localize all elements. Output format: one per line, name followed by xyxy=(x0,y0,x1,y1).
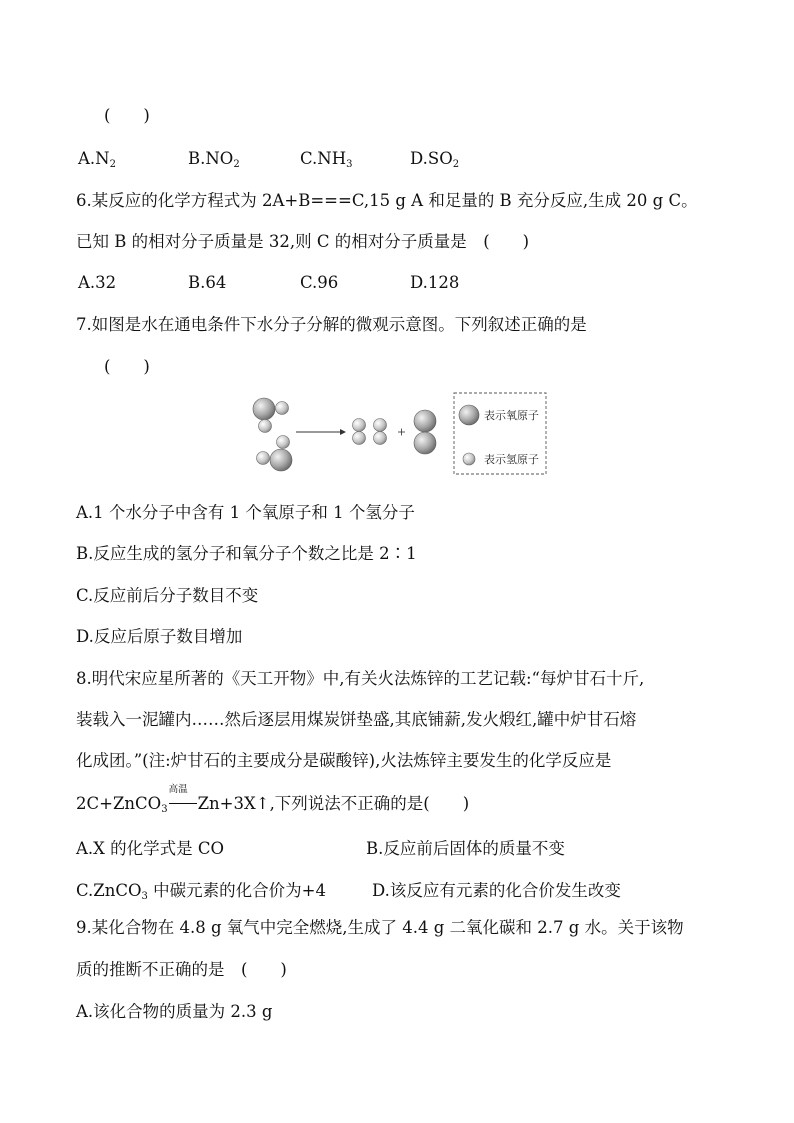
q7-option-c: C.反应前后分子数目不变 xyxy=(76,586,259,605)
q8-stem-line2: 装载入一泥罐内……然后逐层用煤炭饼垫盛,其底铺薪,发火煅红,罐中炉甘石熔 xyxy=(76,710,637,729)
q5-option-d: $D.SO_2$ xyxy=(410,149,460,170)
hydrogen-molecule-2 xyxy=(374,419,387,445)
oxygen-molecule xyxy=(414,410,436,454)
q7-option-b: B.反应生成的氢分子和氧分子个数之比是 2∶1 xyxy=(76,544,417,563)
legend-hydrogen-label: 表示氢原子 xyxy=(484,453,539,466)
q5-paren: ( ) xyxy=(104,106,150,125)
q6-stem-line1: 6.某反应的化学方程式为 2A+B===C,15 g A 和足量的 B 充分反应,生成 20 g C。 xyxy=(76,191,698,210)
q8-option-c: C.ZnCO$_3$ 中碳元素的化合价为+4 xyxy=(76,881,326,902)
q5-option-c: $C.NH_3$ xyxy=(300,149,353,170)
q8-stem-line1: 8.明代宋应星所著的《天工开物》中,有关火法炼锌的工艺记载:“每炉甘石十斤, xyxy=(76,669,645,688)
q9-option-a: A.该化合物的质量为 2.3 g xyxy=(76,1002,273,1021)
q7-option-a: A.1 个水分子中含有 1 个氧原子和 1 个氢分子 xyxy=(76,503,415,522)
q7-stem-line1: 7.如图是水在通电条件下水分子分解的微观示意图。下列叙述正确的是 xyxy=(76,315,587,334)
q6-option-b: B.64 xyxy=(188,273,227,292)
q6-stem-line2: 已知 B 的相对分子质量是 32,则 C 的相对分子质量是 ( ) xyxy=(76,232,530,251)
q6-option-d: D.128 xyxy=(410,273,460,292)
q5-option-b: $B.NO_2$ xyxy=(188,149,240,170)
legend-oxygen-label: 表示氧原子 xyxy=(484,409,539,422)
q9-stem-line2: 质的推断不正确的是 ( ) xyxy=(76,960,287,979)
water-molecule-2 xyxy=(257,436,293,472)
q5-option-a: $A.N_2$ xyxy=(78,149,116,170)
legend-oxygen-icon xyxy=(459,405,479,425)
legend-box xyxy=(454,393,546,474)
q8-equation: 2C+ZnCO$_3$ 高温 Zn+3X↑,下列说法不正确的是( ) xyxy=(76,794,469,814)
q6-option-c: C.96 xyxy=(300,273,339,292)
water-electrolysis-diagram xyxy=(250,392,550,478)
legend-hydrogen-icon xyxy=(463,453,475,465)
water-molecule-1 xyxy=(253,398,289,433)
q9-stem-line1: 9.某化合物在 4.8 g 氧气中完全燃烧,生成了 4.4 g 二氧化碳和 2.7 g 水。关于该物 xyxy=(76,918,684,937)
q7-option-d: D.反应后原子数目增加 xyxy=(76,627,243,646)
q8-option-a: A.X 的化学式是 CO xyxy=(76,839,225,858)
reaction-arrow xyxy=(296,429,346,435)
reaction-condition: 高温 xyxy=(168,784,188,795)
q8-stem-line3: 化成团。”(注:炉甘石的主要成分是碳酸锌),火法炼锌主要发生的化学反应是 xyxy=(76,751,612,770)
q8-option-d: D.该反应有元素的化合价发生改变 xyxy=(372,881,621,900)
plus-icon xyxy=(398,429,405,436)
q7-paren: ( ) xyxy=(104,357,150,376)
hydrogen-molecule-1 xyxy=(353,419,366,445)
q8-option-b: B.反应前后固体的质量不变 xyxy=(366,839,565,858)
q6-option-a: A.32 xyxy=(78,273,117,292)
